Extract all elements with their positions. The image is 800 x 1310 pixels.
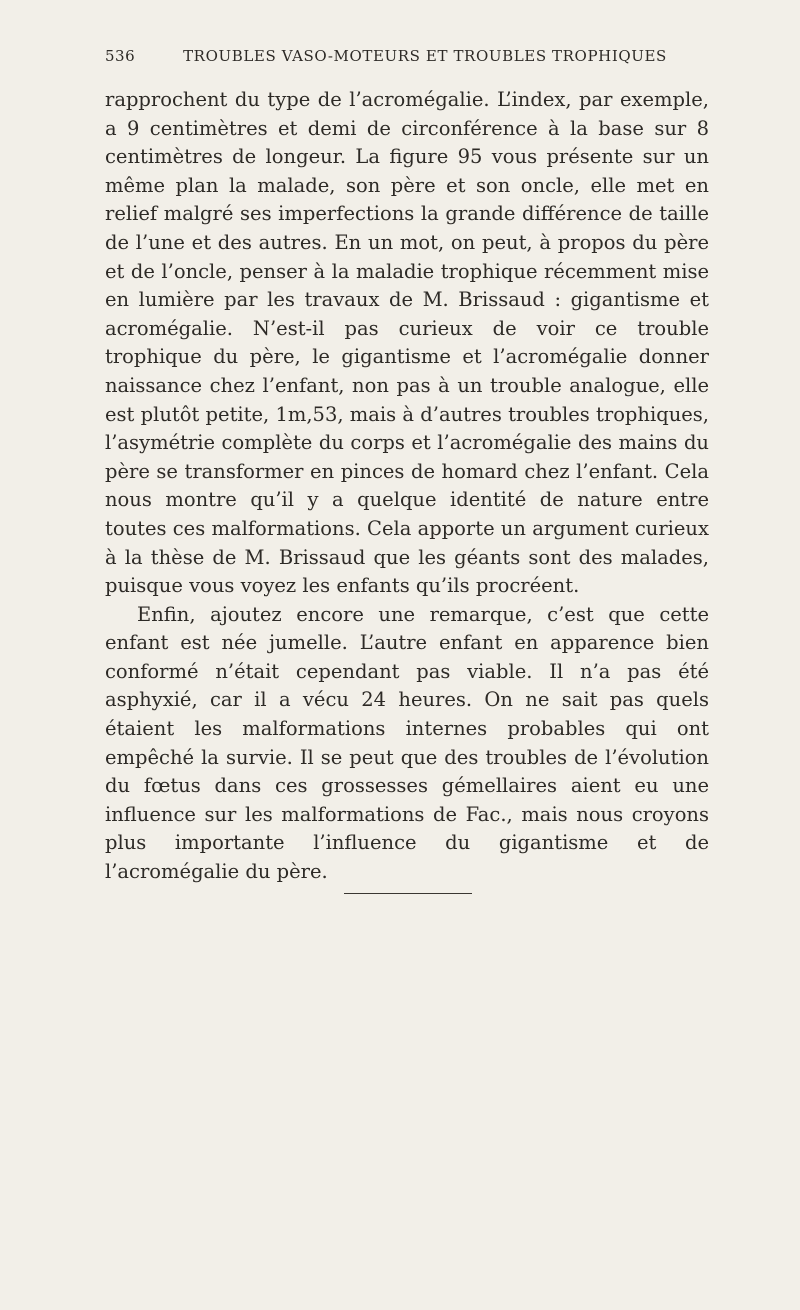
paragraph-1: rapprochent du type de l’acromégalie. L’index, par exemple, a 9 centimètres et demi de circonférence à la base sur 8 centimètres de longeur. La figure 95 vous présente sur un même plan la malade, son père et son oncle, elle met en relief malgré ses imperfections la grande différence de taille de l’une et des autres. En un mot, on peut, à propos du père et de l’oncle, penser à la maladie trophique récemment mise en lumière par les travaux de M. Brissaud : gigantisme et acromégalie. N’est-il pas curieux de voir ce trouble trophique du père, le gigantisme et l’acromégalie donner naissance chez l’enfant, non pas à un trouble analogue, elle est plutôt petite, 1m,53, mais à d’autres troubles trophiques, l’asymétrie complète du corps et l’acromégalie des mains du père se transformer en pinces de homard chez l’enfant. Cela nous montre qu’il y a quelque identité de nature entre toutes ces malformations. Cela apporte un argument curieux à la thèse de M. Brissaud que les géants sont des malades, puisque vous voyez les enfants qu’ils procréent.	[105, 88, 709, 598]
running-title: TROUBLES VASO-MOTEURS ET TROUBLES TROPHIQUES	[183, 47, 667, 65]
end-rule	[344, 893, 472, 894]
page-number: 536	[105, 47, 136, 65]
paragraph-2: Enfin, ajoutez encore une remarque, c’est que cette enfant est née jumelle. L’autre enfant en apparence bien conformé n’était cependant pas viable. Il n’a pas été asphyxié, car il a vécu 24 heures. On ne sait pas quels étaient les malformations internes probables qui ont empêché la survie. Il se peut que des troubles de l’évolution du fœtus dans ces grossesses gémellaires aient eu une influence sur les malformations de Fac., mais nous croyons plus importante l’influence du gigantisme et de l’acromégalie du père.	[105, 602, 709, 884]
page-header	[105, 47, 705, 71]
body-text	[105, 86, 709, 887]
